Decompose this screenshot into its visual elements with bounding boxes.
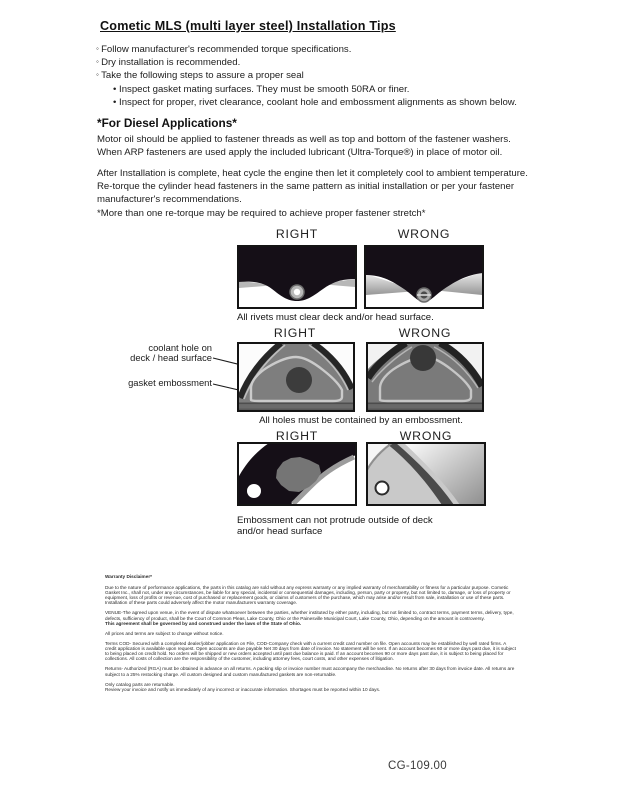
coolant-caption: All holes must be contained by an embossment. — [259, 415, 463, 426]
wrong-label: WRONG — [398, 326, 452, 340]
list-item: • Inspect gasket mating surfaces. They must be smooth 50RA or finer. — [96, 83, 536, 96]
diesel-paragraph: Motor oil should be applied to fastener threads as well as top and bottom of the fastener washers. When ARP fasteners are used apply the included lubricant (Ultra-Torque®) in place of motor oil. — [97, 134, 511, 159]
page-title: Cometic MLS (multi layer steel) Installation Tips — [100, 19, 396, 33]
venue-paragraph: VENUE-The agreed upon venue, in the event of dispute whatsoever between the parties, whether instituted by either party, including, but not limited to, contract terms, payment terms, delivery, type, defects, sufficiency of product, shall be the Court of Common Pleas, Lake County, Ohio or the Painesville Municipal Court, Lake County, Ohio, depending on the amount in controversy. — [105, 610, 514, 621]
warranty-paragraph: Due to the nature of performance applications, the parts in this catalog are sold without any express warranty or any implied warranty of merchantability or fitness for a particular purpose. Cometic Gasket Inc., shall not, under any circumstances, be liable for any special, incidental or consequential damages, including, person, party or property, but not limited to, damage, or loss of property or equipment, loss of profits or revenue, cost of purchased or replacement goods, or claims of customers of the purchase, which may arise and/or result from sale, installation or use of these parts. Installation of these parts could adversely affect the motor manufacturers warranty coverage. — [105, 584, 511, 606]
embossment-caption: Embossment can not protrude outside of deck and/or head surface — [237, 515, 433, 537]
embossment-wrong-diagram — [366, 442, 486, 506]
diesel-heading: *For Diesel Applications* — [97, 116, 237, 130]
returns-paragraph: Returns- Authorized (RGA) must be obtained in advance on all returns. A packing slip or invoice number must accompany the merchandise. No returns after 30 days from invoice date. All returns are subject to a 25% restocking charge. All custom designed and custom manufactured gaskets are non-returnable. — [105, 666, 515, 677]
coolant-right-diagram — [237, 342, 355, 412]
warranty-heading: Warranty Disclaimer* — [105, 574, 152, 579]
warranty-disclaimer — [105, 574, 517, 697]
wrong-label: WRONG — [399, 429, 453, 443]
rivet-caption: All rivets must clear deck and/or head surface. — [237, 312, 434, 323]
gasket-embossment-label: gasket embossment — [128, 377, 212, 388]
right-label: RIGHT — [275, 429, 319, 443]
diesel-paragraph: After Installation is complete, heat cycle the engine then let it completely cool to ambient temperature. Re-torque the cylinder head fasteners in the same pattern as initial installation or per your fastener manufacturer's recommendations. — [97, 168, 528, 206]
list-item: ◦ Take the following steps to assure a proper seal — [96, 69, 536, 82]
list-item: ◦ Dry installation is recommended. — [96, 56, 536, 69]
coolant-hole-label: coolant hole on deck / head surface — [130, 342, 212, 364]
embossment-right-diagram — [237, 442, 357, 506]
retorque-note: *More than one re-torque may be required to achieve proper fastener stretch* — [97, 208, 426, 219]
list-item: • Inspect for proper, rivet clearance, coolant hole and embossment alignments as shown below. — [96, 96, 536, 109]
installation-tips-list — [96, 43, 536, 109]
prices-line: All prices and terms are subject to change without notice. — [105, 630, 224, 636]
wrong-label: WRONG — [397, 227, 451, 241]
page-code: CG-109.00 — [388, 760, 447, 772]
coolant-wrong-diagram — [366, 342, 484, 412]
catalog-parts-line: Only catalog parts are returnable. — [105, 681, 175, 687]
governing-law-line: This agreement shall be governed by and construed under the laws of the State of Ohio. — [105, 620, 302, 626]
terms-paragraph: Terms COD- Secured with a completed dealer/jobber application on File, COD-Company check with a current credit card number on file. Open accounts may be established by well rated firms. A credit application is available upon request. Open accounts are due payable Net 30 days from date of invoice. No statement will be sent. If an account becomes 60 or more days past due, it is subject to being placed on credit hold. No orders will be shipped or new orders accepted until past due balance is paid. If an account becomes 90 or more days past due, it is subject to being placed for collections. All costs of collection are the responsibility of the customer, including attorney fees, court costs, and other expenses of litigation. — [105, 640, 516, 662]
review-invoice-line: Review your invoice and notify us immediately of any incorrect or inaccurate information. Shortages must be reported within 10 days. — [105, 686, 381, 692]
right-label: RIGHT — [273, 326, 317, 340]
right-label: RIGHT — [275, 227, 319, 241]
rivet-right-diagram — [237, 245, 357, 309]
rivet-wrong-diagram — [364, 245, 484, 309]
list-item: ◦ Follow manufacturer's recommended torque specifications. — [96, 43, 536, 56]
